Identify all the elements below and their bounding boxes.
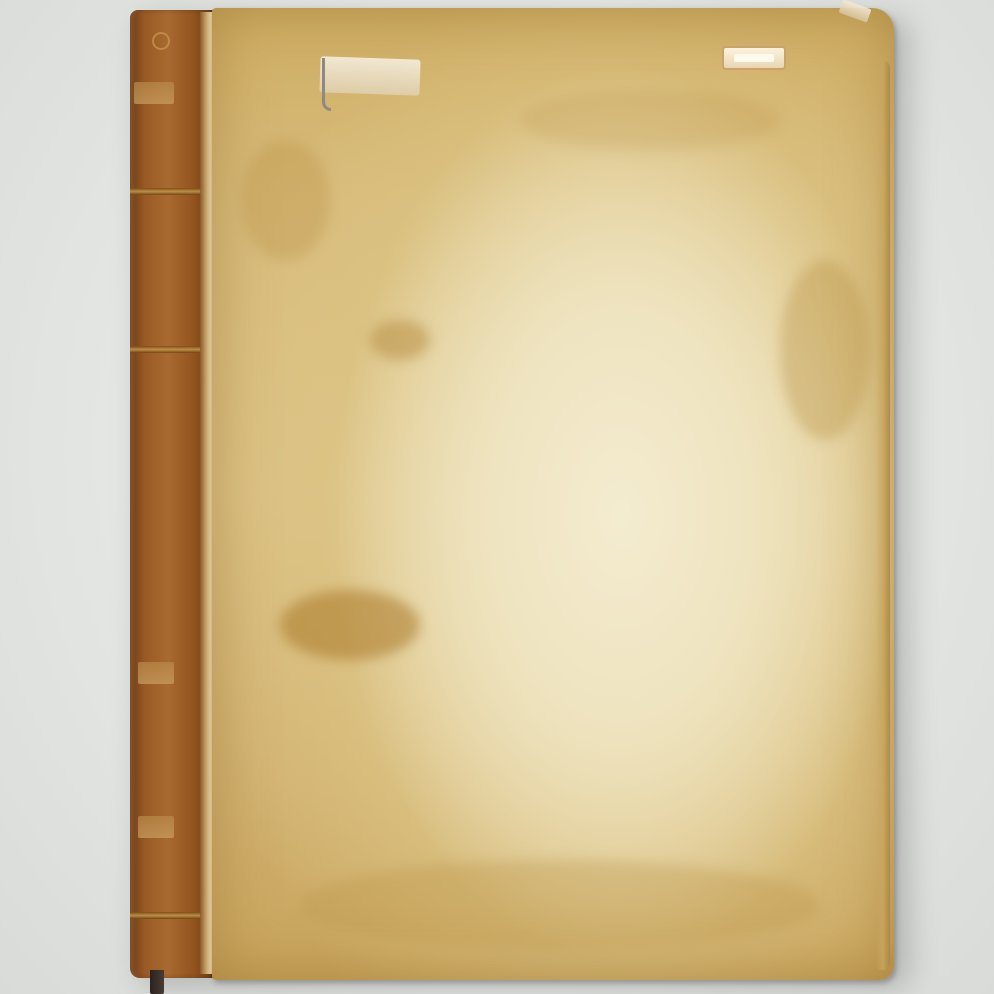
spine-band xyxy=(130,912,202,919)
spine-band xyxy=(130,188,202,195)
stain xyxy=(280,590,420,660)
cover-edge xyxy=(876,60,890,970)
stain xyxy=(300,860,820,950)
spine-patch xyxy=(134,82,174,104)
spine-patch xyxy=(138,662,174,684)
stain xyxy=(520,90,780,150)
paper-clip-icon xyxy=(322,58,331,111)
label-tab-window xyxy=(734,54,774,62)
paper-clip-note xyxy=(319,56,420,95)
label-tab-icon xyxy=(722,46,786,70)
bookmark-ribbon-icon xyxy=(150,970,164,994)
stain xyxy=(370,320,430,360)
spine-band xyxy=(130,346,202,353)
stain xyxy=(780,260,870,440)
spine-ornament-icon xyxy=(152,32,170,50)
spine-patch xyxy=(138,816,174,838)
stain xyxy=(240,140,330,260)
